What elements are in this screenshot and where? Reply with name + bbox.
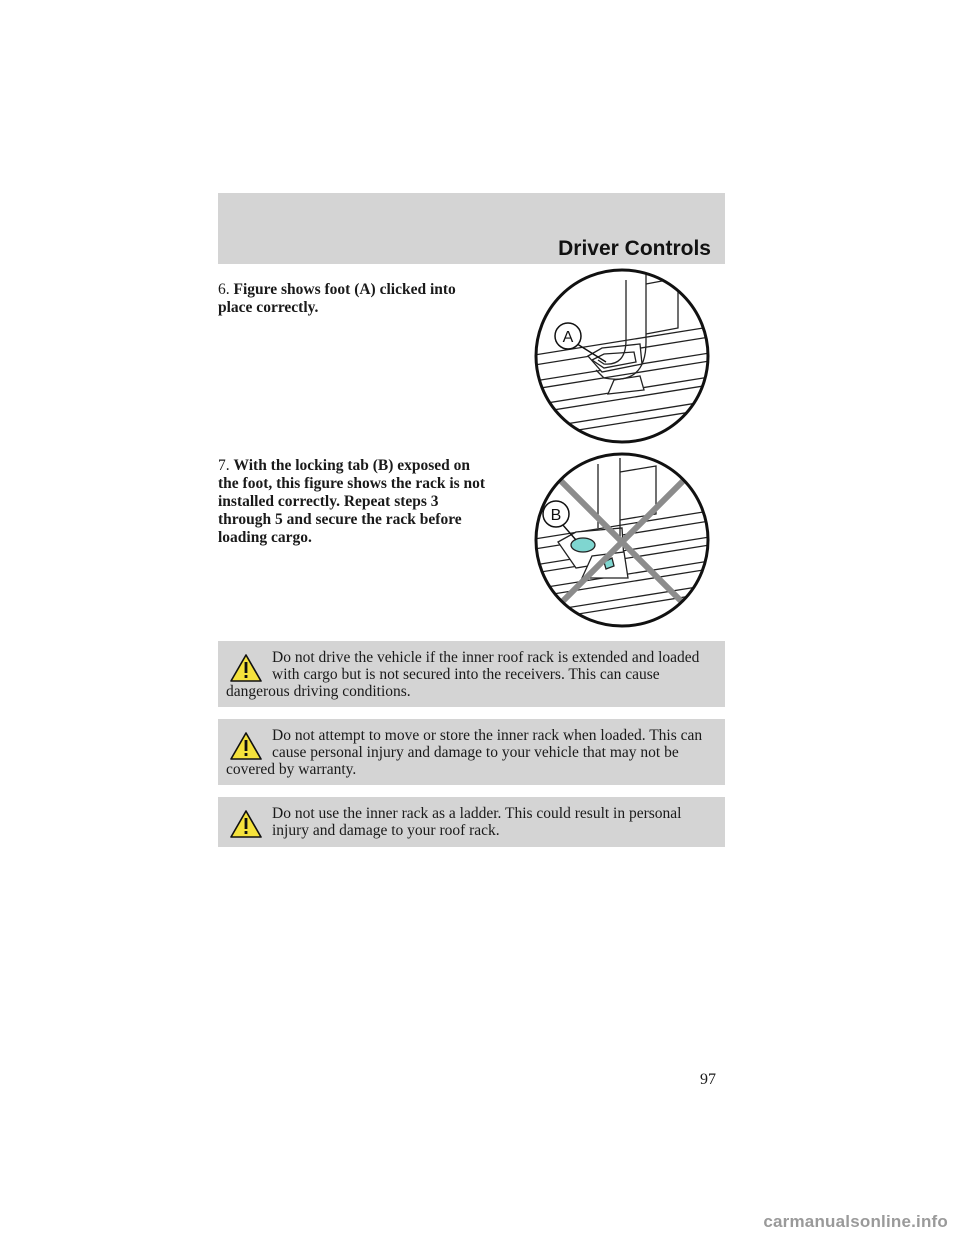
figure-a-label: A	[562, 329, 574, 346]
warning-text: Do not use the inner rack as a ladder. This could result in personal injury and damage to your roof rack.	[272, 805, 682, 839]
warning-triangle-icon	[230, 653, 262, 683]
step-7	[218, 457, 488, 547]
warning-text: Do not attempt to move or store the inner rack when loaded. This can cause personal injury and damage to your vehicle that may not be covered by warranty.	[226, 727, 703, 778]
warning-text: Do not drive the vehicle if the inner roof rack is extended and loaded with cargo but is not secured into the receivers. This can cause dangerous driving conditions.	[226, 649, 700, 700]
step-number: 6.	[218, 281, 230, 298]
warning-triangle-icon	[230, 809, 262, 839]
figure-foot-clicked	[528, 264, 716, 448]
warning-box	[218, 641, 725, 707]
step-6	[218, 281, 488, 317]
page-number: 97	[700, 1071, 716, 1088]
step-number: 7.	[218, 457, 230, 474]
header-band	[218, 193, 725, 264]
warning-triangle-icon	[230, 731, 262, 761]
warning-box	[218, 797, 725, 847]
warning-box	[218, 719, 725, 785]
figure-tab-exposed	[528, 448, 716, 632]
section-title: Driver Controls	[558, 237, 711, 260]
figure-b-label: B	[550, 507, 562, 524]
step-text: With the locking tab (B) exposed on the foot, this figure shows the rack is not installed correctly. Repeat steps 3 through 5 and secure the rack before loading cargo.	[218, 457, 486, 546]
step-text: Figure shows foot (A) clicked into place correctly.	[218, 281, 456, 316]
watermark: carmanualsonline.info	[763, 1212, 948, 1231]
